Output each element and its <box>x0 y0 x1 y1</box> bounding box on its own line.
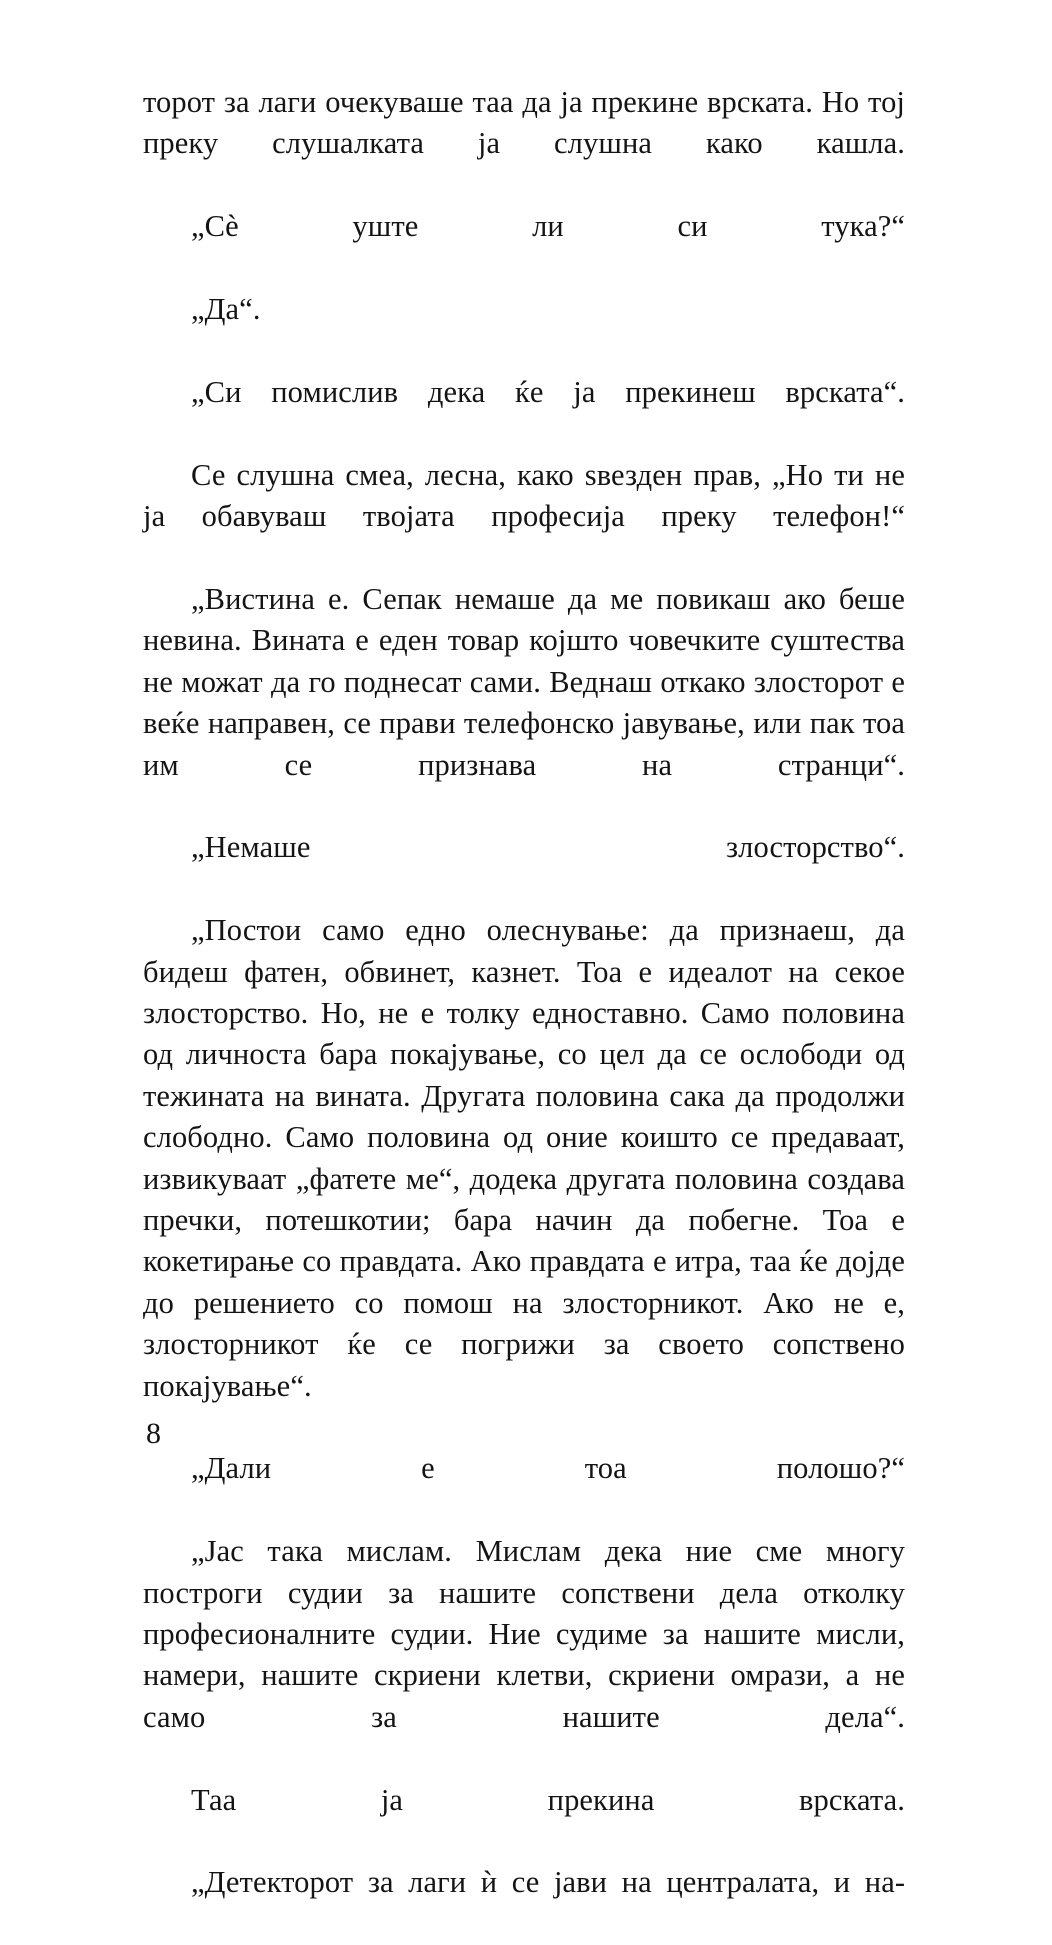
body-paragraph: „Постои само едно олеснување: да признаеш, да бидеш фатен, обвинет, казнет. Тоа е идеалот на секое злосторство. Но, не е толку едноставно. Само половина од личноста бара покајување, со цел да се ослободи од тежината на вината. Другата половина сака да продолжи слободно. Само половина од оние коишто се предаваат, извикуваат „фатете ме“, додека другата половина создава пречки, потешкотии; бара начин да побегне. Тоа е кокетирање со правдата. Ако правдата е итра, таа ќе дојде до решението со помош на злосторникот. Ако не е, злосторникот ќе се погрижи за своето сопствено покајување“. <box>143 913 905 1403</box>
body-paragraph: „Си помислив дека ќе ја прекинеш врската“. <box>191 374 905 409</box>
body-paragraph: Таа ја прекина врската. <box>191 1782 905 1817</box>
body-paragraph: „Јас така мислам. Мислам дека ние сме многу построги судии за нашите сопствени дела отколку професионалните судии. Ние судиме за нашите мисли, намери, нашите скриени клетви, скриени омрази, а не само за нашите дела“. <box>143 1534 905 1734</box>
body-paragraph: Се слушна смеа, лесна, како ѕвезден прав, „Но ти не ја обавуваш твојата професија преку телефон!“ <box>143 457 905 534</box>
body-paragraph: „Вистина е. Сепак немаше да ме повикаш ако беше невина. Вината е еден товар којшто човечките суштества не можат да го поднесат сами. Веднаш откако злосторот е веќе направен, се прави телефонско јавување, или пак тоа им се признава на странци“. <box>143 581 905 782</box>
body-paragraph: торот за лаги очекуваше таа да ја прекине врската. Но тој преку слушалката ја слушна како кашла. <box>143 85 905 161</box>
body-text-column <box>143 82 905 1945</box>
body-paragraph: „Детекторот за лаги ѝ се јави на централата, и на <box>191 1865 905 1900</box>
page-number: 8 <box>146 1417 161 1450</box>
body-paragraph: „Да“. <box>191 292 261 327</box>
body-paragraph: „Дали е тоа полошо?“ <box>191 1451 905 1486</box>
body-paragraph: „Сѐ уште ли си тука?“ <box>191 209 905 244</box>
body-paragraph: „Немаше злосторство“. <box>191 830 905 865</box>
